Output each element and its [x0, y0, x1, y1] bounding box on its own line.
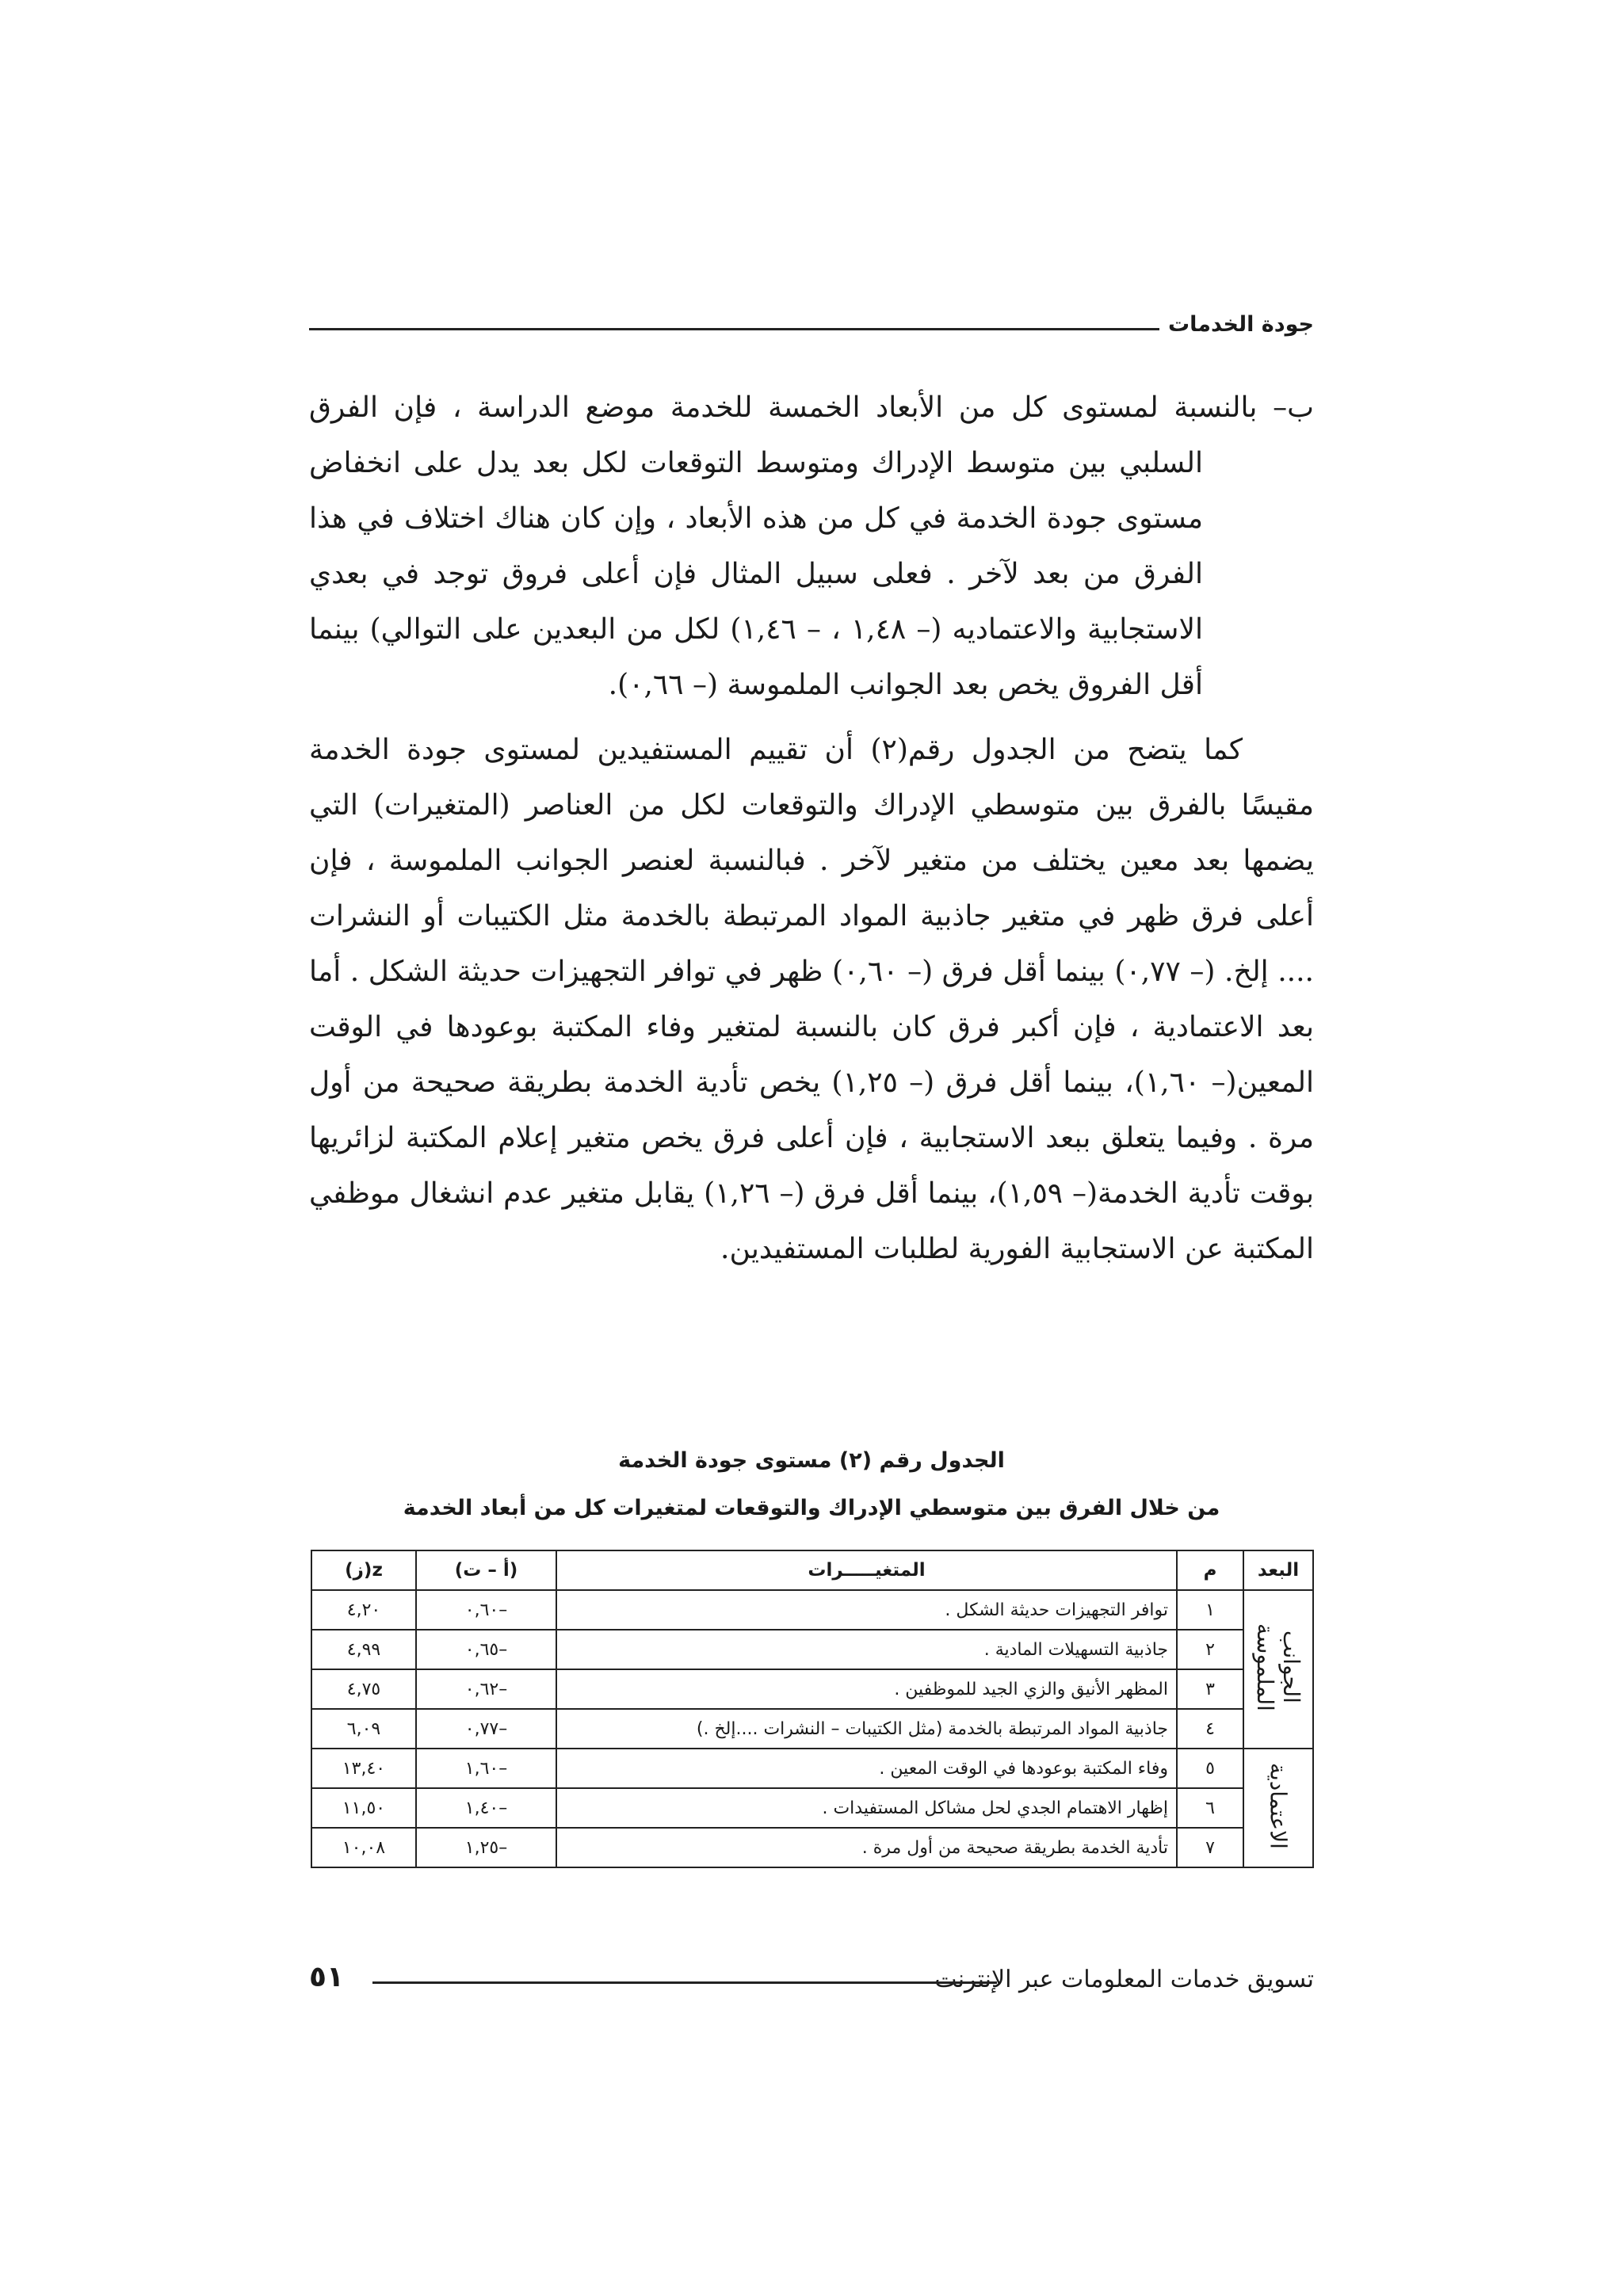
row-z: ٤,٧٥ — [311, 1669, 416, 1709]
row-number: ٣ — [1177, 1669, 1243, 1709]
row-diff: –٠,٦٠ — [416, 1590, 556, 1630]
footer-book-title: تسويق خدمات المعلومات عبر الإنترنت — [934, 1966, 1314, 1993]
table-caption-title: الجدول رقم (٢) مستوى جودة الخدمة — [618, 1448, 1005, 1473]
running-header — [309, 309, 1314, 349]
row-variable: جاذبية المواد المرتبطة بالخدمة (مثل الكتيبات – النشرات ....إلخ .) — [556, 1709, 1177, 1749]
page-number: ٥١ — [309, 1961, 344, 1993]
row-diff: –١,٢٥ — [416, 1828, 556, 1867]
row-variable: توافر التجهيزات حديثة الشكل . — [556, 1590, 1177, 1630]
footer-rule — [372, 1981, 997, 1984]
body-text — [309, 380, 1314, 1277]
table-caption-subtitle: من خلال الفرق بين متوسطي الإدراك والتوقعات لمتغيرات كل من أبعاد الخدمة — [403, 1496, 1220, 1520]
header-m: م — [1177, 1550, 1243, 1590]
table-row — [311, 1630, 1313, 1669]
row-variable: وفاء المكتبة بوعودها في الوقت المعين . — [556, 1749, 1177, 1788]
table-row — [311, 1590, 1313, 1630]
running-header-title: جودة الخدمات — [1167, 312, 1314, 337]
row-z: ٤,٢٠ — [311, 1590, 416, 1630]
row-diff: –٠,٦٥ — [416, 1630, 556, 1669]
row-z: ٤,٩٩ — [311, 1630, 416, 1669]
table-row — [311, 1788, 1313, 1828]
table-row — [311, 1709, 1313, 1749]
row-z: ١٠,٠٨ — [311, 1828, 416, 1867]
table-row — [311, 1749, 1313, 1788]
paragraph-main: كما يتضح من الجدول رقم(٢) أن تقييم المستفيدين لمستوى جودة الخدمة مقيسًا بالفرق بين متوسطي الإدراك والتوقعات لكل من العناصر (المتغيرات) التي يضمها بعد معين يختلف من متغير لآخر . فبالنسبة لعنصر الجوانب الملموسة ، فإن أعلى فرق ظهر في متغير جاذبية المواد المرتبطة بالخدمة مثل الكتيبات أو النشرات .... إلخ. (– ٠,٧٧) بينما أقل فرق (– ٠,٦٠) ظهر في توافر التجهيزات حديثة الشكل . أما بعد الاعتمادية ، فإن أكبر فرق كان بالنسبة لمتغير وفاء المكتبة بوعودها في الوقت المعين(– ١,٦٠)، بينما أقل فرق (– ١,٢٥) يخص تأدية الخدمة بطريقة صحيحة من أول مرة . وفيما يتعلق ببعد الاستجابية ، فإن أعلى فرق يخص متغير إعلام المكتبة لزائريها بوقت تأدية الخدمة(– ١,٥٩)، بينما أقل فرق (– ١,٢٦) يقابل متغير عدم انشغال موظفي المكتبة عن الاستجابية الفورية لطلبات المستفيدين. — [309, 734, 1314, 1265]
dimension-cell — [1243, 1590, 1313, 1749]
header-diff: (أ – ت) — [416, 1550, 556, 1590]
row-number: ٧ — [1177, 1828, 1243, 1867]
row-number: ٢ — [1177, 1630, 1243, 1669]
row-variable: إظهار الاهتمام الجدي لحل مشاكل المستفيدات . — [556, 1788, 1177, 1828]
header-rule — [309, 328, 1159, 330]
service-quality-table — [311, 1550, 1314, 1868]
paragraph-b: ب– بالنسبة لمستوى كل من الأبعاد الخمسة للخدمة موضع الدراسة ، فإن الفرق السلبي بين متوسط الإدراك ومتوسط التوقعات لكل بعد يدل على انخفاض مستوى جودة الخدمة في كل من هذه الأبعاد ، وإن كان هناك اختلاف في هذا الفرق من بعد لآخر . فعلى سبيل المثال فإن أعلى فروق توجد في بعدي الاستجابية والاعتماديه (– ١,٤٨ ، – ١,٤٦) لكل من البعدين على التوالي) بينما أقل الفروق يخص بعد الجوانب الملموسة (– ٠,٦٦). — [309, 391, 1314, 701]
header-z: z(ز) — [311, 1550, 416, 1590]
row-number: ١ — [1177, 1590, 1243, 1630]
row-diff: –٠,٧٧ — [416, 1709, 556, 1749]
page-footer — [309, 1961, 1314, 2005]
row-diff: –١,٤٠ — [416, 1788, 556, 1828]
row-z: ١١,٥٠ — [311, 1788, 416, 1828]
table-row — [311, 1828, 1313, 1867]
row-diff: –١,٦٠ — [416, 1749, 556, 1788]
table-header-row — [311, 1550, 1313, 1590]
row-number: ٥ — [1177, 1749, 1243, 1788]
row-variable: تأدية الخدمة بطريقة صحيحة من أول مرة . — [556, 1828, 1177, 1867]
dimension-cell — [1243, 1749, 1313, 1867]
row-variable: جاذبية التسهيلات المادية . — [556, 1630, 1177, 1669]
row-number: ٤ — [1177, 1709, 1243, 1749]
dimension-label: الاعتمادية — [1265, 1762, 1292, 1849]
row-z: ٦,٠٩ — [311, 1709, 416, 1749]
header-dimension: البعد — [1243, 1550, 1313, 1590]
row-variable: المظهر الأنيق والزي الجيد للموظفين . — [556, 1669, 1177, 1709]
table-row — [311, 1669, 1313, 1709]
row-diff: –٠,٦٢ — [416, 1669, 556, 1709]
header-variables: المتغيـــــرات — [556, 1550, 1177, 1590]
row-number: ٦ — [1177, 1788, 1243, 1828]
row-z: ١٣,٤٠ — [311, 1749, 416, 1788]
dimension-label: الجوانب الملموسة — [1252, 1623, 1304, 1711]
